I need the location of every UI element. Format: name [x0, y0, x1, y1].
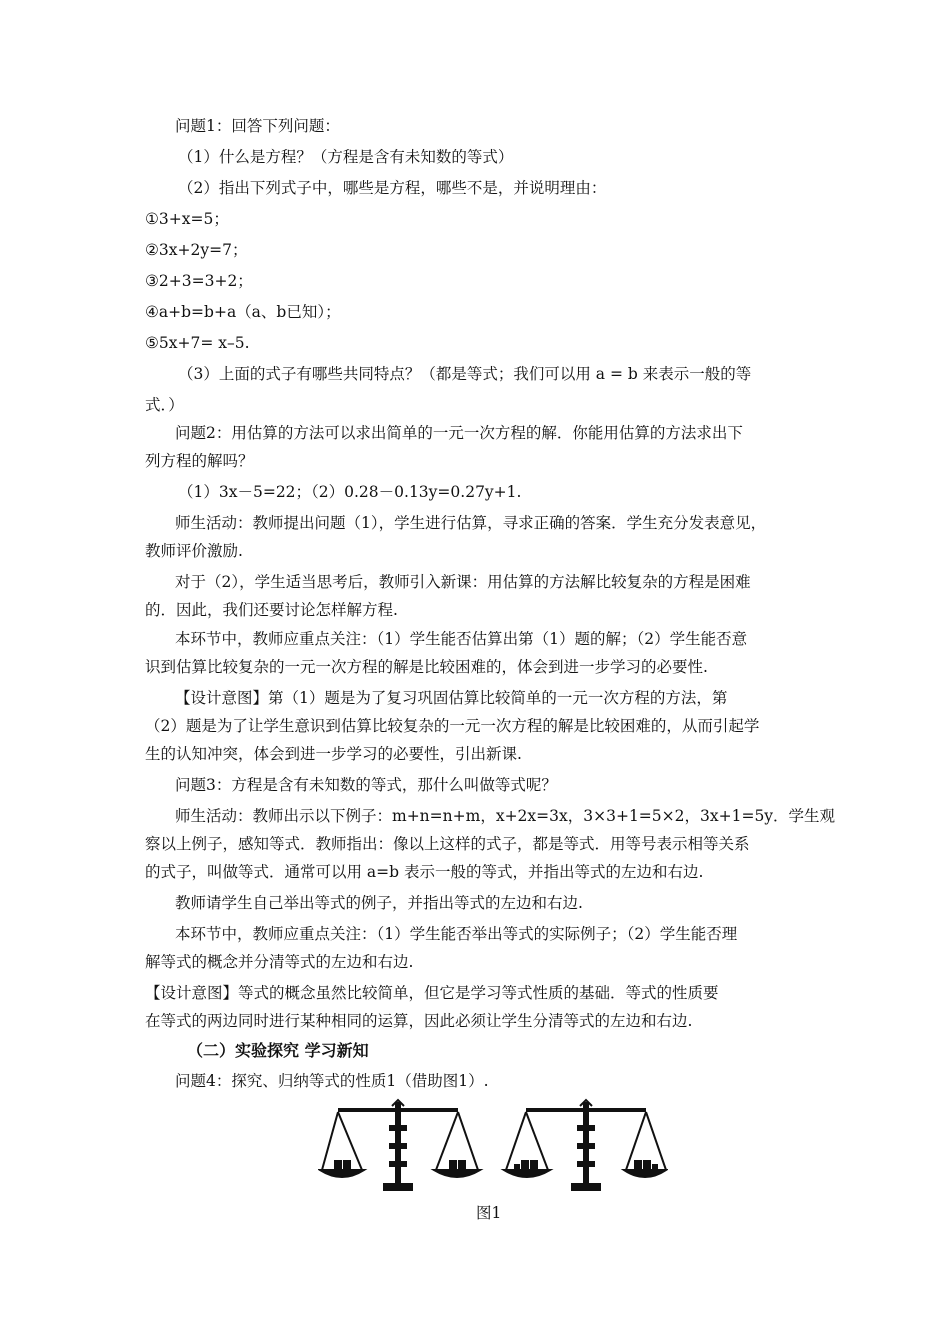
paragraph-line: 本环节中，教师应重点关注：（1）学生能否估算出第（1）题的解；（2）学生能否意 [175, 630, 748, 648]
paragraph-line: 教师请学生自己举出等式的例子，并指出等式的左边和右边. [175, 894, 583, 912]
equation-item-2: ②3x+2y=7； [145, 241, 248, 259]
balance-scales-figure [318, 1096, 668, 1192]
question-1-title: 问题1：回答下列问题： [175, 117, 340, 135]
equation-item-1: ①3+x=5； [145, 210, 229, 228]
figure-caption: 图1 [476, 1204, 502, 1222]
equation-item-3: ③2+3=3+2； [145, 272, 253, 290]
equation-item-4: ④a+b=b+a（a、b已知）； [145, 303, 341, 321]
paragraph-line: 式．） [145, 396, 184, 414]
balance-scale-left [320, 1100, 480, 1190]
paragraph-line: 本环节中，教师应重点关注：（1）学生能否举出等式的实际例子；（2）学生能否理 [175, 925, 738, 943]
question-2-title: 问题2：用估算的方法可以求出简单的一元一次方程的解．你能用估算的方法求出下 [175, 424, 743, 442]
design-intent-line: 生的认知冲突，体会到进一步学习的必要性，引出新课. [145, 745, 522, 763]
question-1-part-1: （1）什么是方程？（方程是含有未知数的等式） [178, 148, 514, 166]
paragraph-line: 的式子，叫做等式．通常可以用 a=b 表示一般的等式，并指出等式的左边和右边. [145, 863, 704, 881]
paragraph-line: 师生活动：教师提出问题（1），学生进行估算，寻求正确的答案．学生充分发表意见， [175, 514, 767, 532]
equation-item-5: ⑤5x+7= x–5. [145, 334, 250, 352]
paragraph-line: 列方程的解吗？ [145, 452, 254, 470]
paragraph-line: 师生活动：教师出示以下例子：m+n=n+m，x+2x=3x，3×3+1=5×2，3x+1=5y．学生观 [175, 807, 836, 825]
question-2-equations: （1）3x－5=22；（2）0.28－0.13y=0.27y+1. [178, 483, 522, 501]
design-intent-line: 【设计意图】等式的概念虽然比较简单，但它是学习等式性质的基础．等式的性质要 [145, 984, 719, 1002]
paragraph-line: 对于（2），学生适当思考后，教师引入新课：用估算的方法解比较复杂的方程是困难 [175, 573, 751, 591]
design-intent-line: 【设计意图】第（1）题是为了复习巩固估算比较简单的一元一次方程的方法，第 [175, 689, 728, 707]
section-heading: （二）实验探究 学习新知 [187, 1041, 369, 1060]
paragraph-line: 察以上例子，感知等式．教师指出：像以上这样的式子，都是等式．用等号表示相等关系 [145, 835, 750, 853]
design-intent-line: （2）题是为了让学生意识到估算比较复杂的一元一次方程的解是比较困难的，从而引起学 [145, 717, 760, 735]
paragraph-line: 解等式的概念并分清等式的左边和右边. [145, 953, 414, 971]
paragraph-line: 教师评价激励. [145, 542, 243, 560]
question-1-part-2: （2）指出下列式子中，哪些是方程，哪些不是，并说明理由： [178, 179, 607, 197]
question-3-title: 问题3：方程是含有未知数的等式，那什么叫做等式呢？ [175, 776, 557, 794]
paragraph-line: 的．因此，我们还要讨论怎样解方程. [145, 601, 398, 619]
question-1-part-3: （3）上面的式子有哪些共同特点？（都是等式；我们可以用 a = b 来表示一般的等 [178, 365, 752, 383]
balance-scale-right [504, 1100, 666, 1190]
paragraph-line: 识到估算比较复杂的一元一次方程的解是比较困难的，体会到进一步学习的必要性. [145, 658, 708, 676]
question-4-title: 问题4：探究、归纳等式的性质1（借助图1）. [175, 1072, 489, 1090]
design-intent-line: 在等式的两边同时进行某种相同的运算，因此必须让学生分清等式的左边和右边. [145, 1012, 693, 1030]
